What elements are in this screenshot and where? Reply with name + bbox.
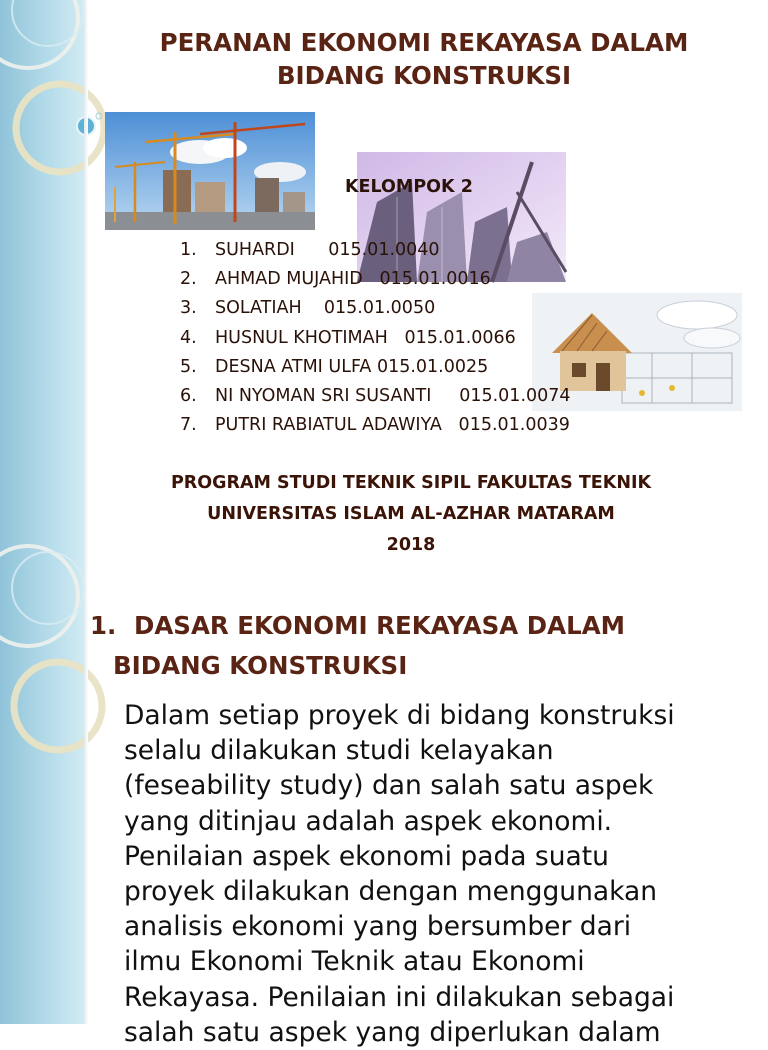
list-item: 6. NI NYOMAN SRI SUSANTI 015.01.0074 [180, 386, 571, 407]
section-heading-line-2: BIDANG KONSTRUKSI [113, 651, 408, 680]
body-line: proyek dilakukan dengan menggunakan [124, 876, 658, 908]
content-slide [0, 578, 768, 1048]
year-label: 2018 [386, 535, 436, 555]
body-line: yang ditinjau adalah aspek ekonomi. [124, 805, 613, 837]
sidebar-edge [84, 578, 88, 1024]
member-list [180, 236, 571, 440]
institution-line-2: UNIVERSITAS ISLAM AL-AZHAR MATARAM [207, 504, 615, 524]
list-item: 7. PUTRI RABIATUL ADAWIYA 015.01.0039 [180, 415, 570, 436]
list-item: 5. DESNA ATMI ULFA 015.01.0025 [180, 356, 489, 377]
construction-cranes-photo [105, 112, 315, 230]
page-title [100, 26, 748, 92]
member-entry: SOLATIAH 015.01.0050 [215, 298, 436, 319]
member-entry: NI NYOMAN SRI SUSANTI 015.01.0074 [215, 386, 571, 407]
body-line: Rekayasa. Penilaian ini dilakukan sebagai [124, 981, 675, 1013]
sidebar-edge [84, 0, 88, 578]
section-number: 1. [90, 611, 117, 640]
member-entry: AHMAD MUJAHID 015.01.0016 [215, 269, 491, 290]
list-item: 1. SUHARDI 015.01.0040 [180, 240, 440, 260]
list-item: 2. AHMAD MUJAHID 015.01.0016 [180, 269, 491, 290]
body-line: Penilaian aspek ekonomi pada suatu [124, 840, 609, 872]
list-item: 4. HUSNUL KHOTIMAH 015.01.0066 [180, 327, 516, 348]
institution-block [100, 468, 722, 561]
decorative-sidebar [0, 578, 86, 1024]
group-heading: KELOMPOK 2 [345, 177, 473, 197]
body-line: Dalam setiap proyek di bidang konstruksi [124, 700, 675, 731]
member-entry: PUTRI RABIATUL ADAWIYA 015.01.0039 [215, 415, 570, 436]
body-line: ilmu Ekonomi Teknik atau Ekonomi [124, 946, 585, 978]
member-entry: DESNA ATMI ULFA 015.01.0025 [215, 356, 489, 377]
list-item: 3. SOLATIAH 015.01.0050 [180, 298, 436, 319]
member-entry: SUHARDI 015.01.0040 [215, 240, 440, 260]
member-entry: HUSNUL KHOTIMAH 015.01.0066 [215, 327, 516, 348]
body-line: salah satu aspek yang diperlukan dalam [124, 1016, 661, 1048]
section-heading-line-1: DASAR EKONOMI REKAYASA DALAM [134, 611, 626, 640]
body-paragraph [124, 698, 754, 1050]
title-line-2: BIDANG KONSTRUKSI [276, 61, 572, 90]
body-line: selalu dilakukan studi kelayakan [124, 735, 554, 767]
title-line-1: PERANAN EKONOMI REKAYASA DALAM [159, 28, 689, 57]
institution-line-1: PROGRAM STUDI TEKNIK SIPIL FAKULTAS TEKNIK [170, 473, 652, 493]
body-line: analisis ekonomi yang bersumber dari [124, 911, 632, 943]
body-line: (feseability study) dan salah satu aspek [124, 770, 654, 802]
section-heading [90, 606, 694, 686]
decorative-sidebar [0, 0, 86, 578]
